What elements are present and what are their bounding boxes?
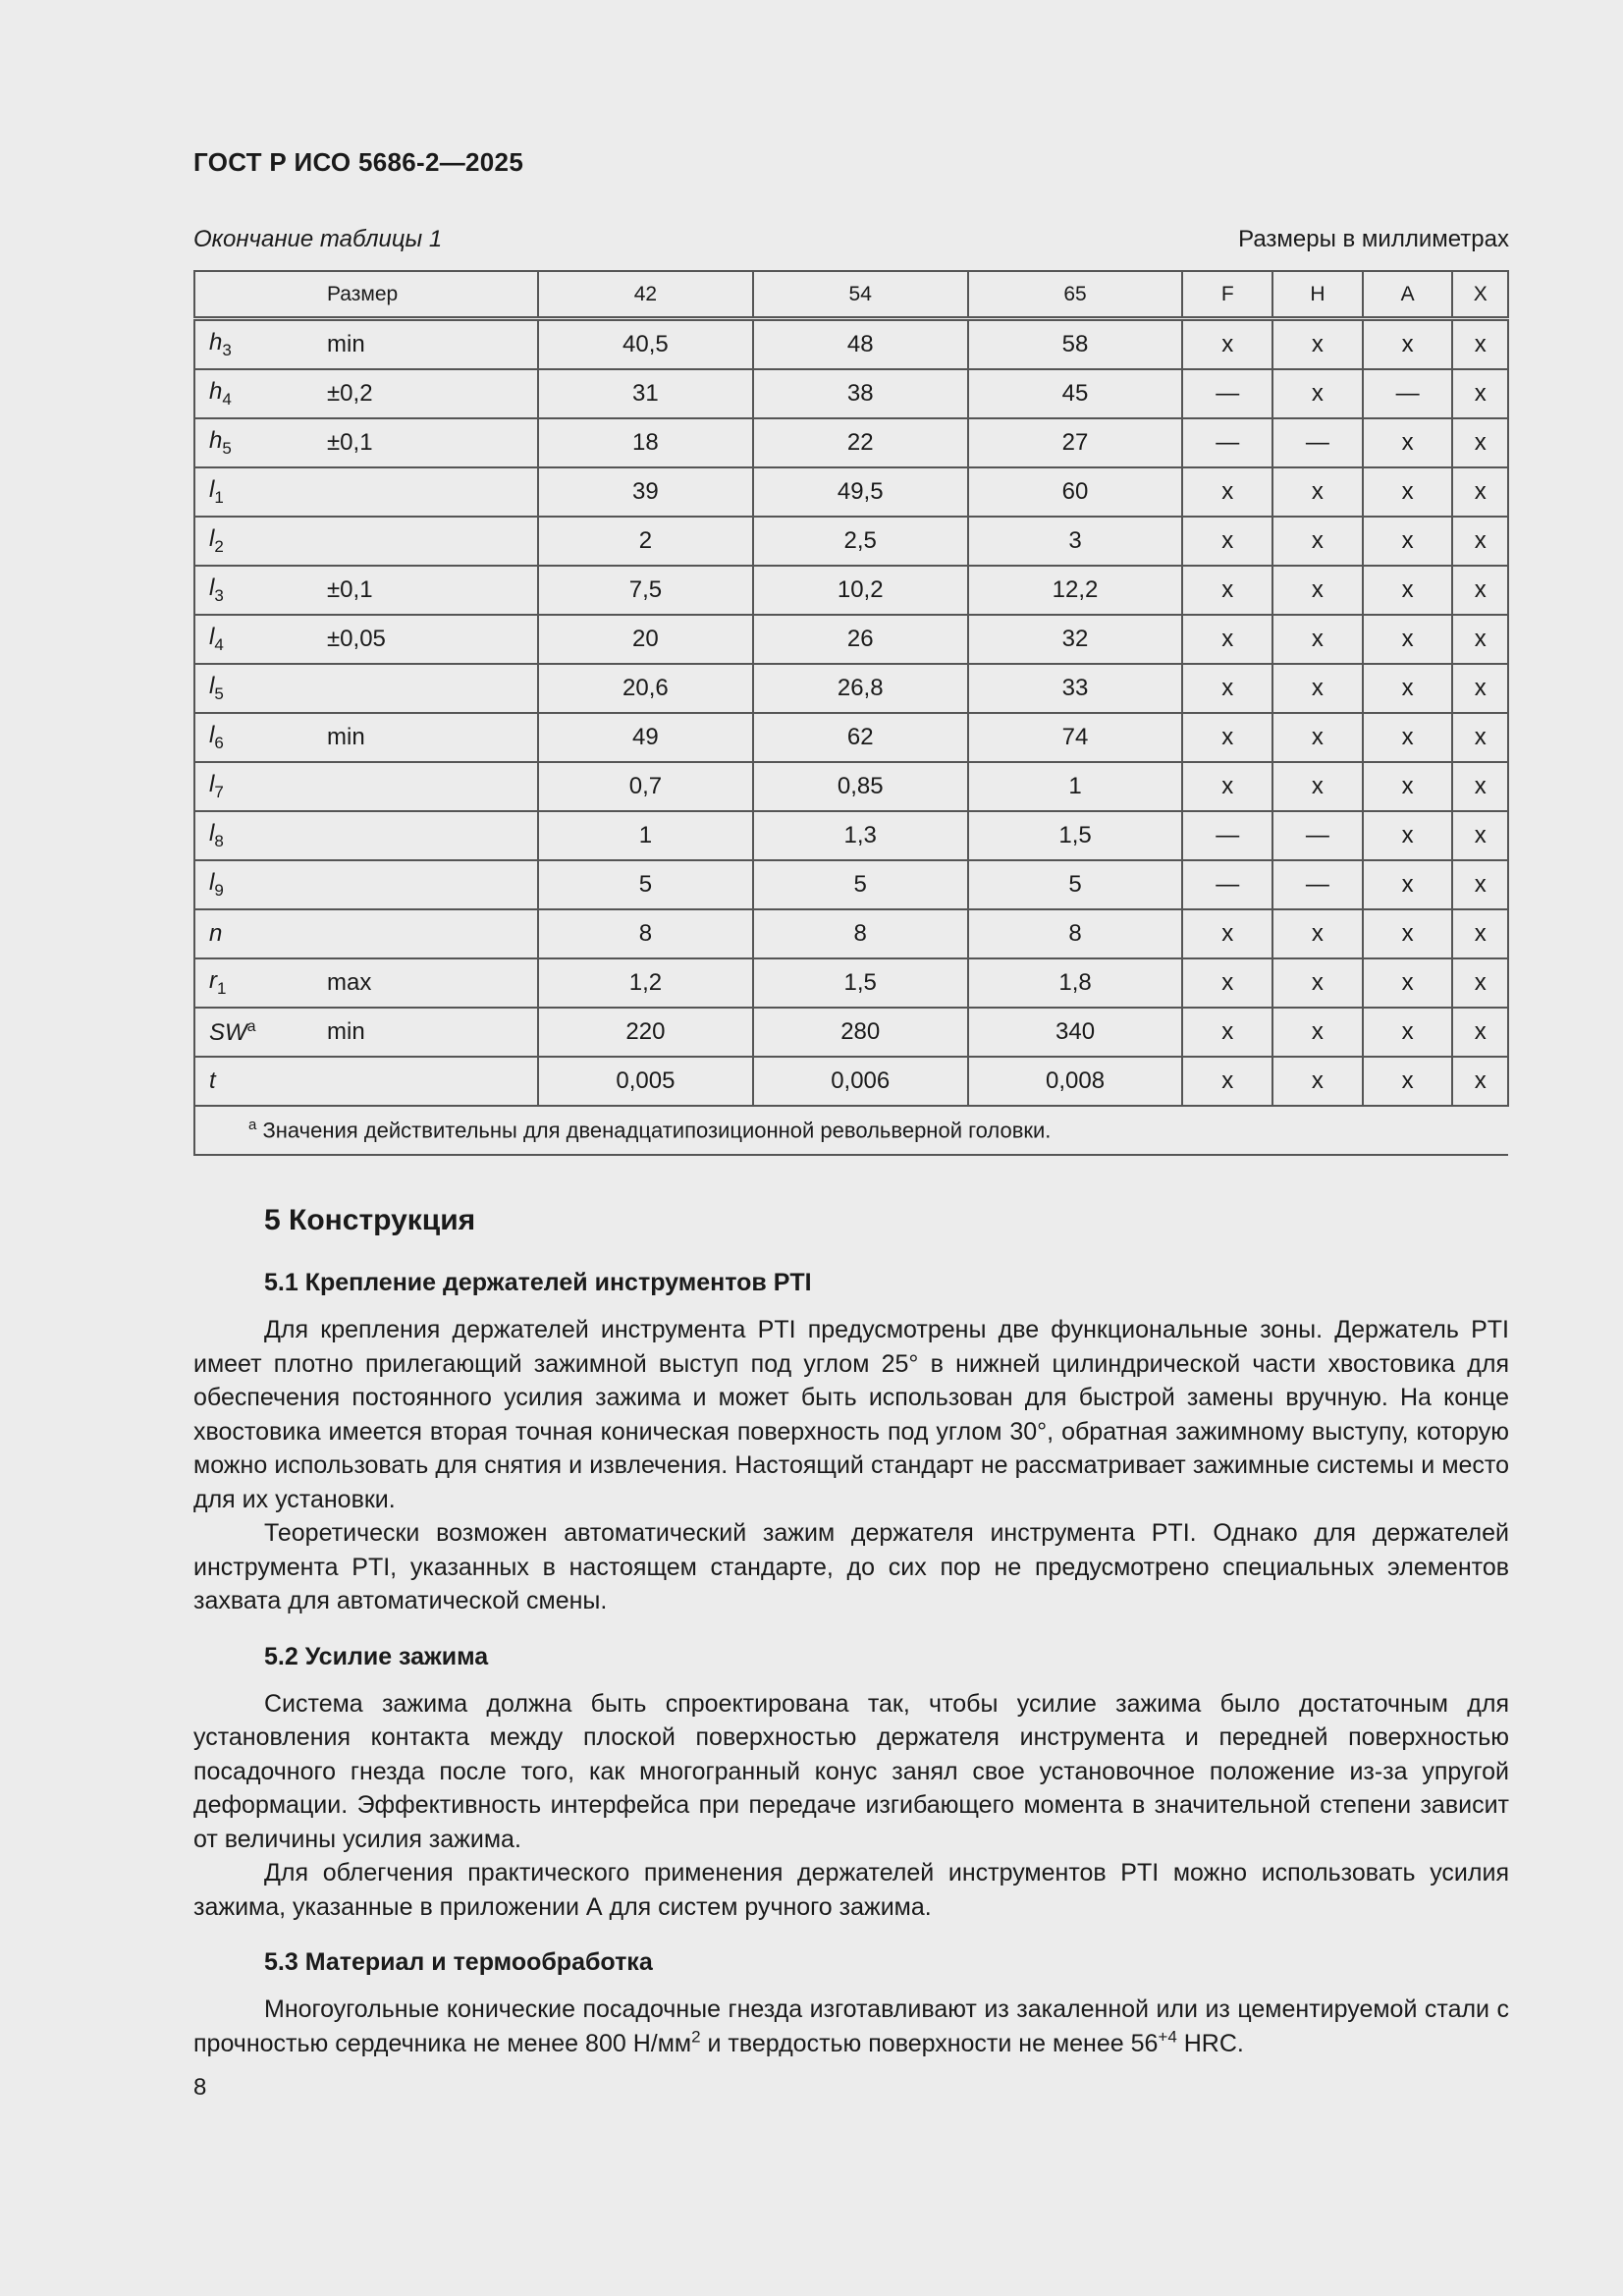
table-cell: x bbox=[1272, 958, 1363, 1008]
table-cell: x bbox=[1363, 664, 1453, 713]
table-cell: 33 bbox=[968, 664, 1183, 713]
column-header: A bbox=[1363, 271, 1453, 319]
table-continuation-label: Окончание таблицы 1 bbox=[193, 226, 443, 252]
table-header-row bbox=[194, 271, 1508, 319]
tolerance-cell bbox=[327, 467, 538, 517]
dimension-symbol: $l_1$ bbox=[194, 467, 327, 517]
table-cell: 2 bbox=[538, 517, 753, 566]
table-row bbox=[194, 566, 1508, 615]
table-cell: 1,5 bbox=[753, 958, 968, 1008]
dimension-symbol: $l_6$ bbox=[194, 713, 327, 762]
table-cell: x bbox=[1182, 517, 1272, 566]
table-cell: x bbox=[1272, 467, 1363, 517]
table-cell: x bbox=[1272, 566, 1363, 615]
table-cell: — bbox=[1272, 860, 1363, 909]
page-number: 8 bbox=[193, 2074, 207, 2101]
document-code-header: ГОСТ Р ИСО 5686-2—2025 bbox=[193, 147, 524, 177]
table-cell: 1 bbox=[538, 811, 753, 860]
dimension-symbol: $l_8$ bbox=[194, 811, 327, 860]
table-cell: x bbox=[1452, 1057, 1508, 1106]
table-cell: 27 bbox=[968, 418, 1183, 467]
dimension-symbol: $l_4$ bbox=[194, 615, 327, 664]
table-cell: 220 bbox=[538, 1008, 753, 1057]
table-row bbox=[194, 615, 1508, 664]
table-cell: x bbox=[1182, 909, 1272, 958]
footnote-text: Значения действительны для двенадцатипозиционной револьверной головки. bbox=[262, 1118, 1052, 1143]
dimension-symbol: $l_2$ bbox=[194, 517, 327, 566]
tolerance-cell bbox=[327, 664, 538, 713]
table-cell: x bbox=[1363, 319, 1453, 370]
table-caption-row bbox=[193, 226, 1509, 253]
table-cell: — bbox=[1182, 811, 1272, 860]
table-row bbox=[194, 369, 1508, 418]
column-header: H bbox=[1272, 271, 1363, 319]
tolerance-cell: min bbox=[327, 319, 538, 370]
table-row bbox=[194, 909, 1508, 958]
tolerance-cell bbox=[327, 811, 538, 860]
footnote-mark: a bbox=[248, 1117, 257, 1134]
table-cell: x bbox=[1182, 615, 1272, 664]
tolerance-cell: min bbox=[327, 713, 538, 762]
table-cell: x bbox=[1182, 762, 1272, 811]
table-cell: 38 bbox=[753, 369, 968, 418]
tolerance-cell: ±0,1 bbox=[327, 418, 538, 467]
tolerance-cell bbox=[327, 1057, 538, 1106]
table-cell: x bbox=[1452, 319, 1508, 370]
table-cell: 60 bbox=[968, 467, 1183, 517]
table-cell: 1,8 bbox=[968, 958, 1183, 1008]
paragraph-text: Многоугольные конические посадочные гнезда изготавливают из закаленной или из цементируемой стали с прочностью сердечника не менее 800 Н/мм bbox=[193, 1995, 1509, 2057]
table-cell: x bbox=[1363, 615, 1453, 664]
table-row bbox=[194, 418, 1508, 467]
dimension-symbol: $r_1$ bbox=[194, 958, 327, 1008]
table-cell: 39 bbox=[538, 467, 753, 517]
tolerance-cell: ±0,05 bbox=[327, 615, 538, 664]
table-cell: 20 bbox=[538, 615, 753, 664]
table-cell: 48 bbox=[753, 319, 968, 370]
table-cell: 1,5 bbox=[968, 811, 1183, 860]
section-5-3-heading: 5.3 Материал и термообработка bbox=[264, 1948, 653, 1976]
paragraph: Теоретически возможен автоматический зажим держателя инструмента PTI. Однако для держателей инструмента PTI, указанных в настоящем стандарте, до сих пор не предусмотрено специальных элементов захвата для автоматической смены. bbox=[193, 1519, 1509, 1614]
paragraph bbox=[193, 1993, 1509, 2060]
tolerance-cell: min bbox=[327, 1008, 538, 1057]
table-cell: 18 bbox=[538, 418, 753, 467]
tolerance-cell bbox=[327, 860, 538, 909]
table-cell: — bbox=[1363, 369, 1453, 418]
table-cell: 5 bbox=[753, 860, 968, 909]
dimension-symbol: t bbox=[194, 1057, 327, 1106]
column-header: X bbox=[1452, 271, 1508, 319]
table-cell: 0,005 bbox=[538, 1057, 753, 1106]
table-cell: 26,8 bbox=[753, 664, 968, 713]
dimension-symbol: $l_7$ bbox=[194, 762, 327, 811]
table-cell: x bbox=[1363, 467, 1453, 517]
table-cell: 32 bbox=[968, 615, 1183, 664]
table-cell: x bbox=[1452, 762, 1508, 811]
table-cell: x bbox=[1182, 713, 1272, 762]
table-cell: — bbox=[1182, 369, 1272, 418]
table-cell: x bbox=[1363, 566, 1453, 615]
table-cell: x bbox=[1452, 517, 1508, 566]
table-row bbox=[194, 1057, 1508, 1106]
column-header: 42 bbox=[538, 271, 753, 319]
table-row bbox=[194, 958, 1508, 1008]
column-header: 54 bbox=[753, 271, 968, 319]
paragraph: Для облегчения практического применения держателей инструментов PTI можно использовать усилия зажима, указанные в приложении А для систем ручного зажима. bbox=[193, 1859, 1509, 1921]
table-cell: x bbox=[1363, 762, 1453, 811]
table-cell: x bbox=[1363, 958, 1453, 1008]
table-cell: x bbox=[1272, 615, 1363, 664]
table-cell: x bbox=[1272, 909, 1363, 958]
dimension-symbol: n bbox=[194, 909, 327, 958]
table-cell: 2,5 bbox=[753, 517, 968, 566]
table-cell: x bbox=[1452, 909, 1508, 958]
table-cell: x bbox=[1452, 958, 1508, 1008]
table-cell: x bbox=[1272, 369, 1363, 418]
table-cell: x bbox=[1363, 1057, 1453, 1106]
table-row bbox=[194, 860, 1508, 909]
table-footnote bbox=[194, 1106, 1508, 1155]
dimension-symbol: $h_5$ bbox=[194, 418, 327, 467]
section-5-heading: 5 Конструкция bbox=[264, 1204, 476, 1236]
table-cell: 62 bbox=[753, 713, 968, 762]
table-cell: x bbox=[1452, 418, 1508, 467]
table-cell: 8 bbox=[538, 909, 753, 958]
table-row bbox=[194, 811, 1508, 860]
table-cell: 1,3 bbox=[753, 811, 968, 860]
table-cell: 31 bbox=[538, 369, 753, 418]
table-cell: x bbox=[1363, 860, 1453, 909]
table-cell: x bbox=[1452, 467, 1508, 517]
tolerance-cell: ±0,1 bbox=[327, 566, 538, 615]
table-cell: 12,2 bbox=[968, 566, 1183, 615]
table-cell: 49,5 bbox=[753, 467, 968, 517]
table-cell: x bbox=[1363, 909, 1453, 958]
table-cell: — bbox=[1272, 811, 1363, 860]
table-cell: x bbox=[1182, 1057, 1272, 1106]
table-units-label: Размеры в миллиметрах bbox=[1238, 226, 1509, 252]
table-cell: x bbox=[1182, 958, 1272, 1008]
table-cell: x bbox=[1272, 1008, 1363, 1057]
table-cell: x bbox=[1272, 319, 1363, 370]
table-cell: x bbox=[1272, 713, 1363, 762]
table-cell: x bbox=[1363, 418, 1453, 467]
table-cell: 40,5 bbox=[538, 319, 753, 370]
dimension-symbol: $l_9$ bbox=[194, 860, 327, 909]
dimension-symbol: $h_3$ bbox=[194, 319, 327, 370]
table-cell: — bbox=[1182, 860, 1272, 909]
section-5-body bbox=[193, 1203, 1509, 2060]
table-cell: 280 bbox=[753, 1008, 968, 1057]
table-cell: x bbox=[1452, 369, 1508, 418]
section-5-1-heading: 5.1 Крепление держателей инструментов PTI bbox=[264, 1269, 812, 1296]
table-cell: x bbox=[1452, 1008, 1508, 1057]
table-cell: 0,7 bbox=[538, 762, 753, 811]
table-cell: 74 bbox=[968, 713, 1183, 762]
paragraph-text: и твердостью поверхности не менее 56 bbox=[700, 2029, 1159, 2057]
table-cell: 1,2 bbox=[538, 958, 753, 1008]
table-row bbox=[194, 467, 1508, 517]
table-cell: x bbox=[1452, 811, 1508, 860]
paragraph: Система зажима должна быть спроектирована так, чтобы усилие зажима было достаточным для установления контакта между плоской поверхностью держателя инструмента и передней поверхностью посадочного гнезда после того, как многогранный конус занял свое установочное положение из-за упругой деформации. Эффективность интерфейса при передаче изгибающего момента в значительной степени зависит от величины усилия зажима. bbox=[193, 1689, 1509, 1853]
dimension-symbol: $l_3$ bbox=[194, 566, 327, 615]
dimension-symbol: $SW^a$ bbox=[194, 1008, 327, 1057]
table-cell: x bbox=[1452, 566, 1508, 615]
table-cell: x bbox=[1182, 566, 1272, 615]
table-row bbox=[194, 517, 1508, 566]
table-cell: 26 bbox=[753, 615, 968, 664]
paragraph: Для крепления держателей инструмента PTI предусмотрены две функциональные зоны. Держатель PTI имеет плотно прилегающий зажимной выступ под углом 25° в нижней цилиндрической части хвостовика для обеспечения постоянного усилия зажима и может быть использован для быстрой замены вручную. На конце хвостовика имеется вторая точная коническая поверхность под углом 30°, обратная зажимному выступу, которую можно использовать для снятия и извлечения. Настоящий стандарт не рассматривает зажимные системы и место для их установки. bbox=[193, 1316, 1509, 1513]
tolerance-cell: max bbox=[327, 958, 538, 1008]
dimension-symbol: $l_5$ bbox=[194, 664, 327, 713]
tolerance-cell bbox=[327, 762, 538, 811]
table-cell: x bbox=[1452, 713, 1508, 762]
table-cell: 5 bbox=[538, 860, 753, 909]
column-header: F bbox=[1182, 271, 1272, 319]
table-cell: 45 bbox=[968, 369, 1183, 418]
table-cell: 20,6 bbox=[538, 664, 753, 713]
table-row bbox=[194, 713, 1508, 762]
tolerance-cell: ±0,2 bbox=[327, 369, 538, 418]
table-cell: x bbox=[1182, 467, 1272, 517]
table-row bbox=[194, 762, 1508, 811]
table-cell: 22 bbox=[753, 418, 968, 467]
table-cell: 7,5 bbox=[538, 566, 753, 615]
column-header: 65 bbox=[968, 271, 1183, 319]
table-cell: x bbox=[1272, 664, 1363, 713]
table-cell: x bbox=[1272, 762, 1363, 811]
paragraph-text: HRC. bbox=[1176, 2029, 1244, 2057]
table-cell: x bbox=[1363, 811, 1453, 860]
column-header-size: Размер bbox=[194, 271, 538, 319]
table-cell: 5 bbox=[968, 860, 1183, 909]
table-cell: x bbox=[1182, 664, 1272, 713]
table-row bbox=[194, 664, 1508, 713]
table-cell: x bbox=[1452, 615, 1508, 664]
table-cell: 0,008 bbox=[968, 1057, 1183, 1106]
table-cell: x bbox=[1452, 664, 1508, 713]
table-cell: — bbox=[1272, 418, 1363, 467]
superscript: 2 bbox=[691, 2027, 701, 2047]
table-row bbox=[194, 319, 1508, 370]
table-cell: — bbox=[1182, 418, 1272, 467]
tolerance-cell bbox=[327, 517, 538, 566]
dimensions-table bbox=[193, 270, 1509, 1156]
table-cell: x bbox=[1182, 319, 1272, 370]
table-cell: 58 bbox=[968, 319, 1183, 370]
table-cell: x bbox=[1452, 860, 1508, 909]
table-cell: 8 bbox=[968, 909, 1183, 958]
table-cell: 340 bbox=[968, 1008, 1183, 1057]
section-5-2-heading: 5.2 Усилие зажима bbox=[264, 1642, 489, 1670]
table-cell: 49 bbox=[538, 713, 753, 762]
table-cell: x bbox=[1272, 517, 1363, 566]
table-footnote-row bbox=[194, 1106, 1508, 1155]
table-cell: 10,2 bbox=[753, 566, 968, 615]
tolerance-cell bbox=[327, 909, 538, 958]
table-cell: x bbox=[1363, 517, 1453, 566]
table-cell: x bbox=[1272, 1057, 1363, 1106]
table-cell: x bbox=[1363, 713, 1453, 762]
table-cell: 1 bbox=[968, 762, 1183, 811]
table-cell: x bbox=[1363, 1008, 1453, 1057]
dimension-symbol: $h_4$ bbox=[194, 369, 327, 418]
table-cell: 0,006 bbox=[753, 1057, 968, 1106]
table-row bbox=[194, 1008, 1508, 1057]
table-cell: x bbox=[1182, 1008, 1272, 1057]
table-cell: 8 bbox=[753, 909, 968, 958]
table-cell: 3 bbox=[968, 517, 1183, 566]
superscript: +4 bbox=[1158, 2027, 1177, 2047]
table-cell: 0,85 bbox=[753, 762, 968, 811]
